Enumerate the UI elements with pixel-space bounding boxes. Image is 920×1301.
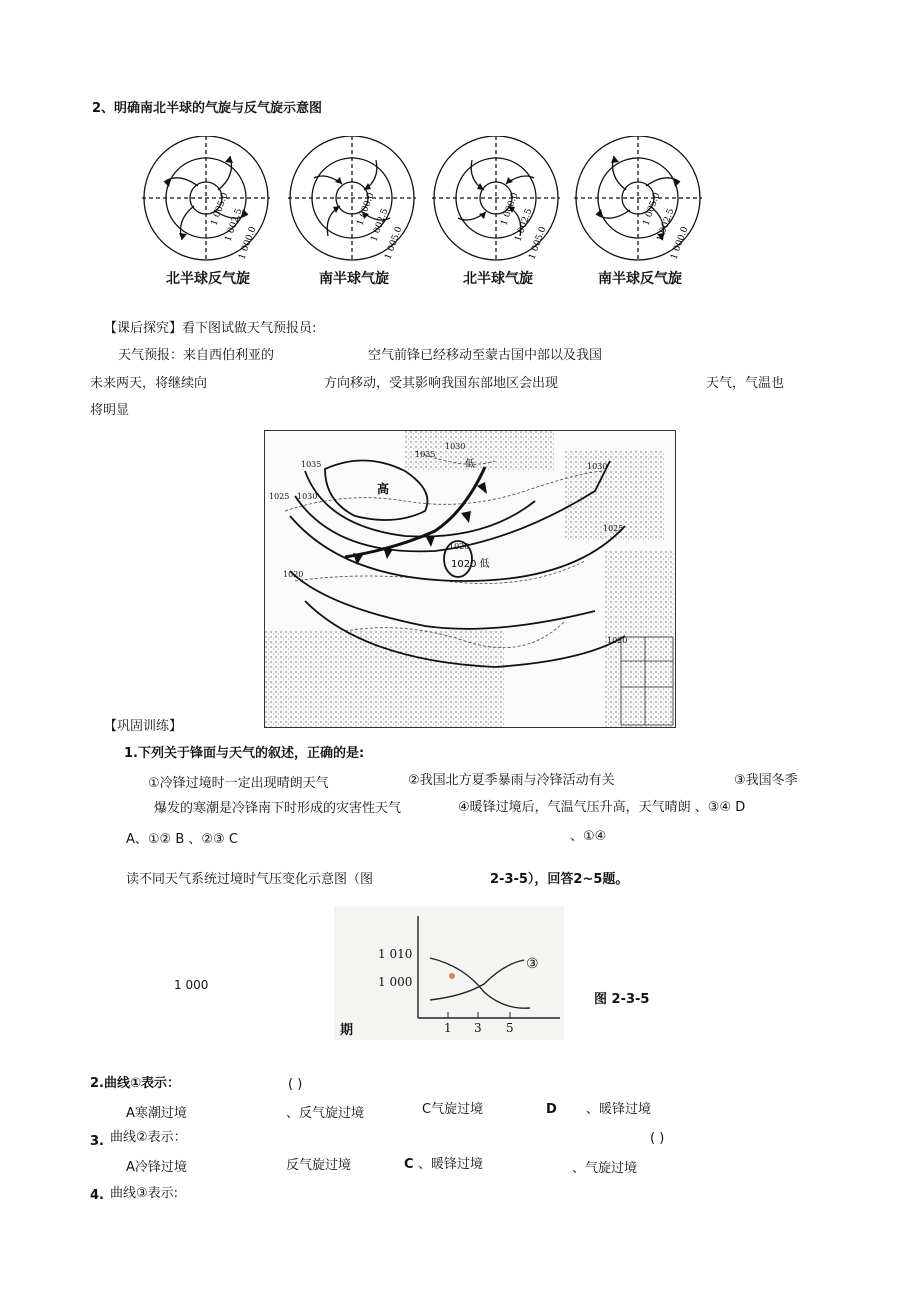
low-pressure-label: 1020 低 xyxy=(451,559,490,570)
axis-caption: 期 xyxy=(340,1023,354,1038)
explore-title: 【课后探究】看下图试做天气预报员: xyxy=(104,321,317,336)
forecast-text: 空气前锋已经移动至蒙古国中部以及我国 xyxy=(368,348,603,363)
option-a: A冷锋过境 xyxy=(126,1160,187,1175)
statement-4: ④暖锋过境后，气温气压升高，天气晴朗 、③④ D xyxy=(458,800,746,815)
option-c-letter: C xyxy=(404,1157,414,1172)
cyclone-diagram-row xyxy=(138,136,710,288)
statement-3b: 爆发的寒潮是冷锋南下时形成的灾害性天气 xyxy=(154,801,402,816)
x-tick-label: 5 xyxy=(506,1021,514,1035)
diagram-label: 北半球气旋 xyxy=(463,271,533,287)
isobar-label: 1025 xyxy=(603,524,624,533)
statement-3: ③我国冬季 xyxy=(734,773,798,788)
question-2-stem: 2.曲线①表示： xyxy=(90,1076,180,1091)
isobar-label: 1020 xyxy=(607,636,628,645)
question-1-option-d: 、①④ xyxy=(570,829,607,844)
low-pressure-label: 低 xyxy=(465,459,475,470)
forecast-text: 未来两天，将继续向 xyxy=(90,376,208,391)
question-1-options: A、①② B 、②③ C xyxy=(126,832,238,847)
isobar-label: 1035 xyxy=(301,460,322,469)
pressure-graph-svg xyxy=(334,906,564,1040)
statement-2: ②我国北方夏季暴雨与冷锋活动有关 xyxy=(408,773,615,788)
diagram-label: 北半球反气旋 xyxy=(166,271,250,287)
question-3-number: 3. xyxy=(90,1134,104,1149)
option-d: 、暖锋过境 xyxy=(586,1102,652,1117)
isobar-label: 1 002.5 xyxy=(223,207,245,244)
isobar-label: 1 002.5 xyxy=(369,207,391,244)
question-4-stem: 曲线③表示: xyxy=(110,1186,179,1201)
question-4-number: 4. xyxy=(90,1188,104,1203)
isobar-label: 1 000.0 xyxy=(499,191,521,228)
forecast-text: 天气，气温也 xyxy=(706,376,785,391)
isobar-label: 1020 xyxy=(449,542,470,551)
figure-caption: 图 2-3-5 xyxy=(594,992,650,1007)
answer-paren: ( ) xyxy=(288,1077,303,1092)
option-c: C气旋过境 xyxy=(422,1102,484,1117)
isobar-label: 1 002.5 xyxy=(513,207,535,244)
sh-cyclone-svg xyxy=(284,136,424,264)
graph-intro: 2-3-5），回答2~5题。 xyxy=(490,872,629,887)
x-tick-label: 3 xyxy=(474,1021,482,1035)
answer-paren: ( ) xyxy=(650,1131,665,1146)
diagram-sh-cyclone xyxy=(284,136,424,288)
isobar-label: 1025 xyxy=(269,492,290,501)
high-pressure-label: 高 xyxy=(377,482,390,496)
option-b: 、反气旋过境 xyxy=(286,1106,365,1121)
isobar-label: 1 000.0 xyxy=(355,191,377,228)
forecast-text: 天气预报：来自西伯利亚的 xyxy=(118,348,275,363)
diagram-label: 南半球气旋 xyxy=(319,271,389,287)
isobar-label: 1 000.0 xyxy=(669,225,691,262)
isobar-label: 1020 xyxy=(283,570,304,579)
option-b: 反气旋过境 xyxy=(286,1158,352,1173)
isobar-label: 1 002.5 xyxy=(655,207,677,244)
isobar-label: 1 005.0 xyxy=(209,191,231,228)
question-3-stem: 曲线②表示： xyxy=(110,1130,187,1145)
nh-anticyclone-svg xyxy=(138,136,278,264)
diagram-sh-anticyclone xyxy=(570,136,710,288)
option-a: A寒潮过境 xyxy=(126,1106,187,1121)
statement-1: ①冷锋过境时一定出现晴朗天气 xyxy=(148,776,329,791)
isobar-label: 1030 xyxy=(297,492,318,501)
section-heading: 2、明确南北半球的气旋与反气旋示意图 xyxy=(92,101,323,116)
forecast-text: 方向移动，受其影响我国东部地区会出现 xyxy=(324,376,559,391)
graph-intro: 读不同天气系统过境时气压变化示意图（图 xyxy=(126,872,374,887)
isobar-label: 1 000.0 xyxy=(237,225,259,262)
isobar-label: 1 005.0 xyxy=(527,225,549,262)
x-tick-label: 1 xyxy=(444,1021,452,1035)
isobar-label: 1030 xyxy=(587,462,608,471)
weather-map-svg xyxy=(265,431,675,727)
isobar-label: 1030 xyxy=(445,442,466,451)
isobar-label: 1 005.0 xyxy=(383,225,405,262)
forecast-text: 将明显 xyxy=(90,403,130,418)
y-axis-label: 1 000 xyxy=(378,975,413,989)
y-axis-label: 1 010 xyxy=(378,947,413,961)
option-d-letter: D xyxy=(546,1102,557,1117)
consolidate-title: 【巩固训练】 xyxy=(104,719,183,734)
diagram-nh-cyclone xyxy=(428,136,568,288)
option-d: 、气旋过境 xyxy=(572,1161,638,1176)
pressure-value: 1 000 xyxy=(174,978,209,992)
diagram-label: 南半球反气旋 xyxy=(598,271,682,287)
diagram-nh-anticyclone xyxy=(138,136,278,288)
isobar-label: 1 005.0 xyxy=(641,191,663,228)
pressure-graph xyxy=(334,906,564,1040)
curve-3-label: ③ xyxy=(526,956,539,972)
sh-anticyclone-svg xyxy=(570,136,710,264)
question-1-stem: 1.下列关于锋面与天气的叙述，正确的是: xyxy=(124,746,365,761)
weather-map xyxy=(264,430,676,728)
option-c: 、暖锋过境 xyxy=(418,1157,484,1172)
nh-cyclone-svg xyxy=(428,136,568,264)
isobar-label: 1035 xyxy=(415,450,436,459)
